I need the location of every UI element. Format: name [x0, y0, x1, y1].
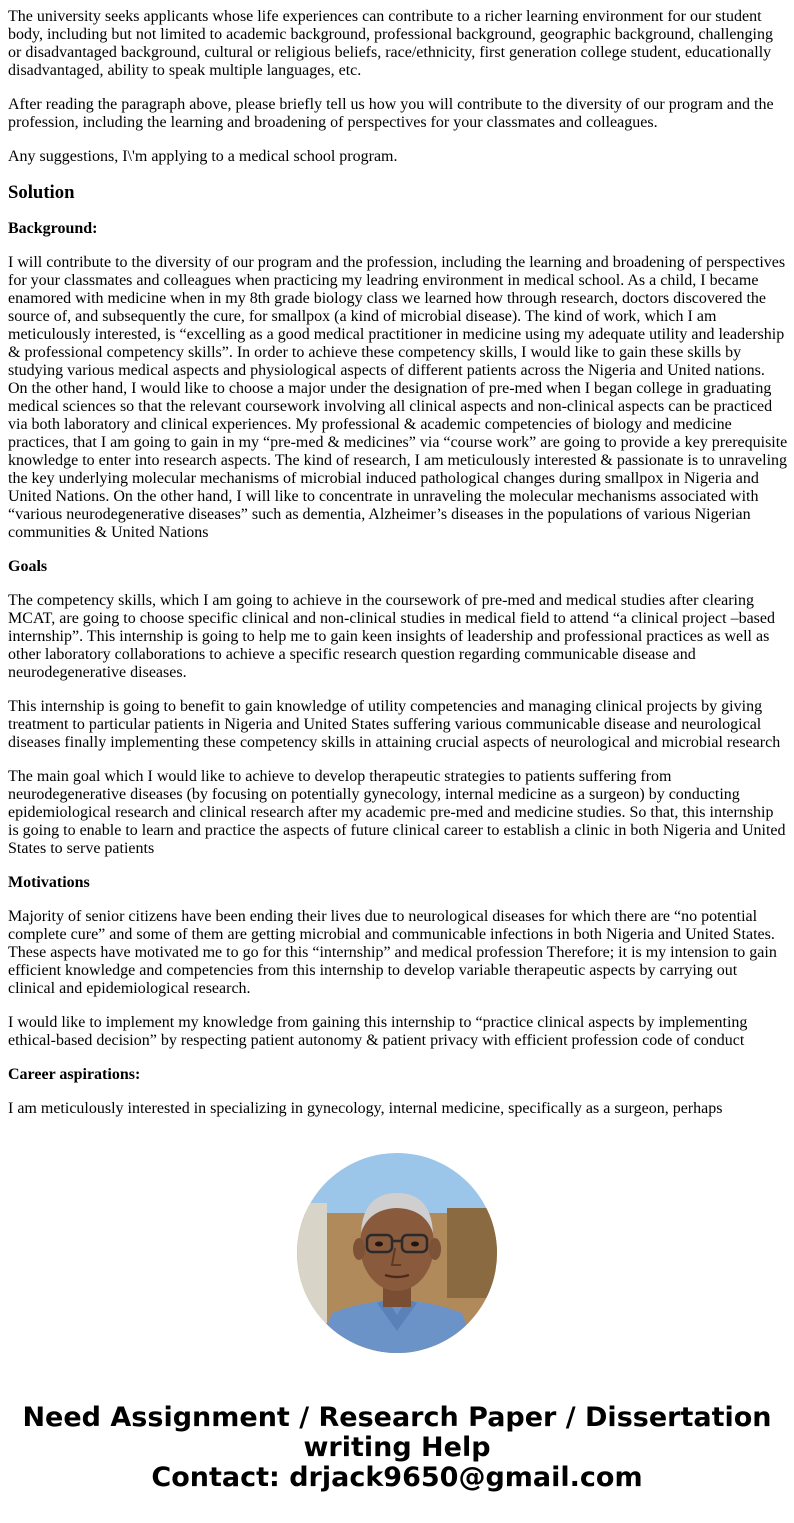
question-paragraph: Any suggestions, I\'m applying to a medical school program.: [8, 148, 398, 165]
solution-heading: Solution: [8, 182, 75, 203]
goals-paragraph: The main goal which I would like to achieve to develop therapeutic strategies to patients suffering from neurodegenerative diseases (by focusing on potentially gynecology, internal medicine as a surgeon) by conducting epidemiological research and clinical research after my academic pre-med and medicine studies. So that, this internship is going to enable to learn and practice the aspects of future clinical career to establish a clinic in both Nigeria and United States to serve patients: [8, 768, 786, 857]
goals-paragraph: This internship is going to benefit to gain knowledge of utility competencies and managing clinical projects by giving treatment to particular patients in Nigeria and United States suffering various communicable disease and neurological diseases finally implementing these competency skills in attaining crucial aspects of neurological and microbial research: [8, 698, 781, 751]
contact-footer: [0, 1403, 794, 1493]
avatar-eye-left: [375, 1242, 383, 1247]
career-paragraph: I am meticulously interested in specializing in gynecology, internal medicine, specifically as a surgeon, perhaps: [8, 1100, 723, 1117]
avatar-ear-left: [353, 1238, 365, 1260]
background-paragraph: I will contribute to the diversity of our program and the profession, including the learning and broadening of perspectives for your classmates and colleagues when practicing my leadring environment in medical school. As a child, I became enamored with medicine when in my 8th grade biology class we learned how through research, doctors discovered the source of, and subsequently the cure, for smallpox (a kind of microbial disease). The kind of work, which I am meticulously interested, is “excelling as a good medical practitioner in medicine using my adequate utility and leadership & professional competency skills”. In order to achieve these competency skills, I would like to gain these skills by studying various medical aspects and physiological aspects of different patients across the Nigeria and United nations. On the other hand, I would like to choose a major under the designation of pre-med when I began college in graduating medical sciences so that the relevant coursework involving all clinical aspects and non-clinical aspects can be practiced via both laboratory and clinical experiences. My professional & academic competencies of biology and medicine practices, that I am going to gain in my “pre-med & medicines” via “course work” are going to provide a key prerequisite knowledge to enter into research aspects. The kind of research, I am meticulously interested & passionate is to unraveling the key underlying molecular mechanisms of microbial induced pathological changes during smallpox in Nigeria and United Nations. On the other hand, I will like to concentrate in unraveling the molecular mechanisms associated with “various neurodegenerative diseases” such as dementia, Alzheimer’s diseases in the populations of various Nigerian communities & United Nations: [8, 254, 788, 541]
section-label-background: Background:: [8, 220, 98, 237]
tutor-avatar: [297, 1153, 497, 1353]
goals-paragraph: The competency skills, which I am going to achieve in the coursework of pre-med and medical studies after clearing MCAT, are going to choose specific clinical and non-clinical studies in medical field to attend “a clinical project –based internship”. This internship is going to help me to gain keen insights of leadership and professional practices as well as other laboratory collaborations to achieve a specific research question regarding communicable disease and neurodegenerative diseases.: [8, 592, 775, 681]
question-paragraph: The university seeks applicants whose life experiences can contribute to a richer learning environment for our student body, including but not limited to academic background, professional background, geographic background, challenging or disadvantaged background, cultural or religious beliefs, race/ethnicity, first generation college student, educationally disadvantaged, ability to speak multiple languages, etc.: [8, 8, 773, 79]
avatar-ear-right: [429, 1238, 441, 1260]
motivations-paragraph: Majority of senior citizens have been ending their lives due to neurological diseases for which there are “no potential complete cure” and some of them are getting microbial and communicable infections in both Nigeria and United States. These aspects have motivated me to go for this “internship” and medical profession Therefore; it is my intension to gain efficient knowledge and competencies from this internship to develop variable therapeutic aspects by carrying out clinical and epidemiological research.: [8, 908, 777, 997]
avatar-cabinet: [447, 1208, 497, 1298]
footer-subheadline: writing Help: [303, 1432, 491, 1463]
avatar-door-frame: [297, 1203, 327, 1323]
tutor-photo-icon: [297, 1153, 497, 1353]
motivations-paragraph: I would like to implement my knowledge from gaining this internship to “practice clinical aspects by implementing ethical-based decision” by respecting patient autonomy & patient privacy with efficient profession code of conduct: [8, 1014, 748, 1049]
section-label-career: Career aspirations:: [8, 1066, 141, 1083]
question-paragraph: After reading the paragraph above, please briefly tell us how you will contribute to the diversity of our program and the profession, including the learning and broadening of perspectives for your classmates and colleagues.: [8, 96, 774, 131]
footer-headline: Need Assignment / Research Paper / Dissertation: [22, 1402, 772, 1433]
avatar-eye-right: [411, 1242, 419, 1247]
question-and-solution-body: [8, 8, 788, 1122]
section-label-goals: Goals: [8, 558, 48, 575]
section-label-motivations: Motivations: [8, 874, 90, 891]
footer-contact: Contact: drjack9650@gmail.com: [151, 1462, 643, 1493]
